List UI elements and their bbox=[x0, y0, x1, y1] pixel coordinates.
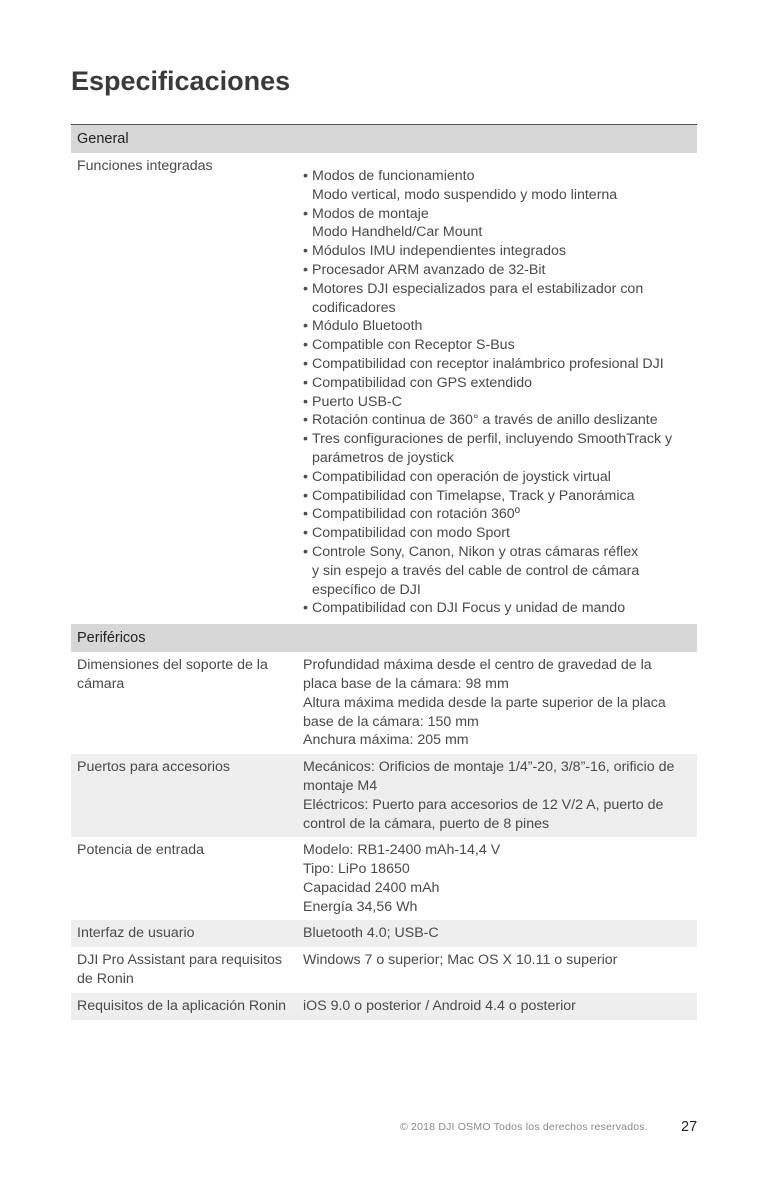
feature-item: • Compatibilidad con Timelapse, Track y Panorámica bbox=[303, 487, 689, 506]
feature-item: • Compatibilidad con receptor inalámbrico profesional DJI bbox=[303, 355, 689, 374]
feature-item: • Compatibilidad con DJI Focus y unidad de mando bbox=[303, 599, 689, 618]
spec-row-features bbox=[71, 153, 697, 624]
spec-label: Interfaz de usuario bbox=[77, 925, 195, 942]
spec-value-line: Tipo: LiPo 18650 bbox=[303, 861, 410, 878]
feature-item: • Motores DJI especializados para el estabilizador con codificadores bbox=[303, 280, 689, 318]
spec-table bbox=[71, 124, 697, 1020]
spec-value-line: Anchura máxima: 205 mm bbox=[303, 732, 469, 749]
spec-value-line: Energía 34,56 Wh bbox=[303, 898, 418, 915]
feature-item: • Compatibilidad con rotación 360º bbox=[303, 505, 689, 524]
feature-item: • Puerto USB-C bbox=[303, 393, 689, 412]
spec-row bbox=[71, 837, 697, 920]
spec-value bbox=[297, 652, 697, 754]
feature-item: • Procesador ARM avanzado de 32-Bit bbox=[303, 261, 689, 280]
spec-label: Puertos para accesorios bbox=[77, 759, 230, 776]
feature-item: • Compatibilidad con operación de joystick virtual bbox=[303, 468, 689, 487]
spec-value-line: Altura máxima medida desde la parte superior de la placa base de la cámara: 150 mm bbox=[303, 694, 666, 730]
feature-list bbox=[303, 157, 689, 620]
spec-value-line: Bluetooth 4.0; USB-C bbox=[303, 925, 439, 942]
spec-label: Funciones integradas bbox=[77, 158, 213, 174]
spec-row bbox=[71, 947, 697, 993]
spec-label: Potencia de entrada bbox=[77, 842, 204, 859]
spec-row bbox=[71, 754, 697, 837]
copyright-notice: © 2018 DJI OSMO Todos los derechos reservados. bbox=[400, 1121, 648, 1133]
feature-item: • Tres configuraciones de perfil, incluyendo SmoothTrack y parámetros de joystick bbox=[303, 430, 689, 468]
spec-value bbox=[297, 754, 697, 837]
feature-item: • Módulo Bluetooth bbox=[303, 317, 689, 336]
spec-row bbox=[71, 652, 697, 754]
feature-item: • Rotación continua de 360° a través de anillo deslizante bbox=[303, 411, 689, 430]
spec-row bbox=[71, 993, 697, 1020]
spec-label: DJI Pro Assistant para requisitos de Ronin bbox=[77, 952, 283, 988]
page-title: Especificaciones bbox=[71, 66, 291, 96]
spec-row bbox=[71, 920, 697, 947]
spec-value-line: Capacidad 2400 mAh bbox=[303, 879, 440, 896]
spec-value-line: Eléctricos: Puerto para accesorios de 12 V/2 A, puerto de control de la cámara, puerto de 8 pines bbox=[303, 796, 664, 832]
page-number: 27 bbox=[681, 1119, 698, 1135]
spec-value-line: Modelo: RB1-2400 mAh-14,4 V bbox=[303, 842, 501, 859]
feature-item: • Modos de funcionamiento Modo vertical, modo suspendido y modo linterna bbox=[303, 167, 689, 205]
feature-item: • Modos de montaje Modo Handheld/Car Mount bbox=[303, 205, 689, 243]
spec-value bbox=[297, 153, 697, 624]
spec-value-line: Windows 7 o superior; Mac OS X 10.11 o superior bbox=[303, 952, 618, 969]
spec-label: Dimensiones del soporte de la cámara bbox=[77, 657, 268, 692]
spec-value-line: Profundidad máxima desde el centro de gravedad de la placa base de la cámara: 98 mm bbox=[303, 657, 652, 692]
spec-label: Requisitos de la aplicación Ronin bbox=[77, 997, 286, 1014]
section-header-general: General bbox=[71, 125, 697, 153]
spec-value bbox=[297, 837, 697, 920]
spec-value bbox=[297, 947, 697, 993]
peripheral-rows bbox=[71, 652, 697, 1020]
spec-value-line: Mecánicos: Orificios de montaje 1/4”-20, 3/8”-16, orificio de montaje M4 bbox=[303, 759, 675, 794]
feature-item: • Módulos IMU independientes integrados bbox=[303, 242, 689, 261]
feature-item: • Compatibilidad con GPS extendido bbox=[303, 374, 689, 393]
spec-value bbox=[297, 993, 697, 1020]
feature-item: • Compatible con Receptor S-Bus bbox=[303, 336, 689, 355]
feature-item: • Compatibilidad con modo Sport bbox=[303, 524, 689, 543]
feature-item: • Controle Sony, Canon, Nikon y otras cámaras réflex y sin espejo a través del cable de control de cámara específico de DJI bbox=[303, 543, 689, 599]
spec-value bbox=[297, 920, 697, 947]
spec-value-line: iOS 9.0 o posterior / Android 4.4 o posterior bbox=[303, 997, 576, 1014]
section-header-peripherals: Periféricos bbox=[71, 624, 697, 652]
